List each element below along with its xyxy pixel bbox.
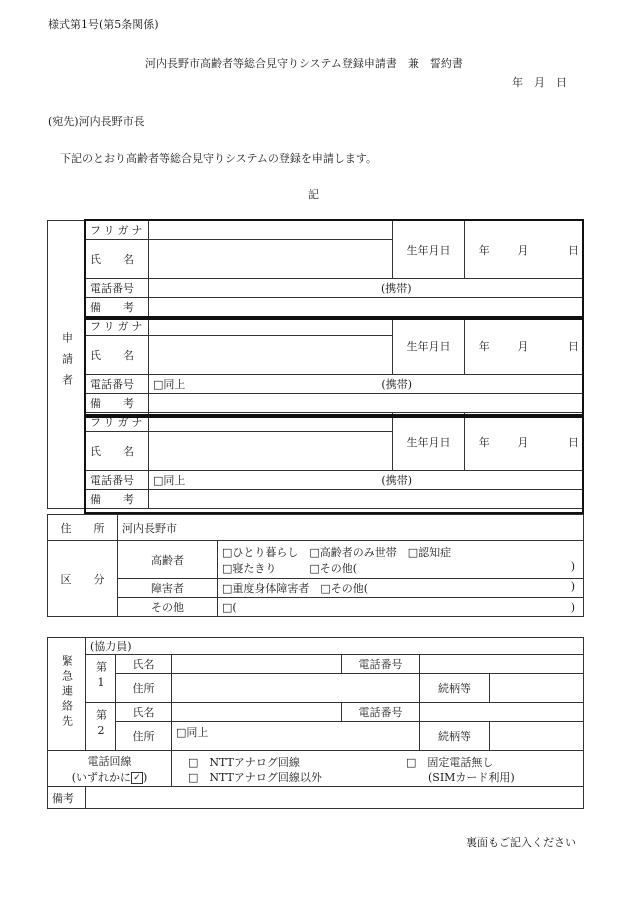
phone-field-3[interactable]: □同上 (携帯): [149, 471, 584, 490]
contact-2-label: 第2: [86, 703, 116, 751]
name-label: 氏 名: [86, 336, 149, 375]
phone-field-2[interactable]: □同上 (携帯): [149, 375, 584, 394]
birth-month-2[interactable]: 月: [504, 317, 543, 375]
remarks-label: 備 考: [86, 394, 149, 413]
contact-name-label: 氏名: [116, 655, 172, 674]
birth-year-2[interactable]: 年: [465, 317, 504, 375]
furigana-field-3[interactable]: [149, 413, 393, 432]
contact-2-phone[interactable]: [420, 703, 584, 722]
phone-label: 電話番号: [86, 375, 149, 394]
remarks-field-1[interactable]: [149, 298, 584, 317]
contact-1-relation[interactable]: [490, 674, 584, 703]
contact-1-name[interactable]: [172, 655, 342, 674]
other-label: その他: [118, 598, 218, 617]
birth-month-1[interactable]: 月: [504, 221, 543, 279]
elderly-label: 高齢者: [118, 541, 218, 579]
contact-2-relation[interactable]: [490, 722, 584, 751]
furigana-field-1[interactable]: [149, 221, 393, 240]
furigana-label: フリガナ: [86, 413, 149, 432]
furigana-label: フリガナ: [86, 317, 149, 336]
name-label: 氏 名: [86, 240, 149, 279]
contact-2-address[interactable]: □同上: [172, 722, 420, 751]
contact-relation-label: 続柄等: [420, 722, 490, 751]
disabled-label: 障害者: [118, 579, 218, 598]
option-no-landline[interactable]: □ 固定電話無し: [406, 755, 494, 769]
other-option[interactable]: □( ): [218, 598, 584, 617]
birth-day-2[interactable]: 日: [543, 317, 584, 375]
remarks-field-3[interactable]: [149, 490, 584, 509]
form-number: 様式第1号(第5条関係): [48, 18, 159, 31]
elderly-options[interactable]: □ひとり暮らし □高齢者のみ世帯 □認知症 □寝たきり □その他( ): [218, 541, 584, 579]
cooperator-label: (協力員): [86, 638, 584, 655]
remarks-label: 備 考: [86, 490, 149, 509]
ki-mark: 記: [308, 188, 319, 201]
contact-address-label: 住所: [116, 674, 172, 703]
address-field[interactable]: 河内長野市: [118, 515, 584, 541]
contact-phone-label: 電話番号: [342, 703, 420, 722]
phone-label: 電話番号: [86, 471, 149, 490]
birthdate-label: 生年月日: [393, 221, 465, 279]
phone-label: 電話番号: [86, 279, 149, 298]
contact-phone-label: 電話番号: [342, 655, 420, 674]
emergency-table: [47, 637, 584, 809]
birth-year-1[interactable]: 年: [465, 221, 504, 279]
check-mark-icon: ✓: [131, 772, 143, 784]
category-label: 区 分: [48, 541, 118, 617]
birth-day-3[interactable]: 日: [543, 413, 584, 471]
contact-1-phone[interactable]: [420, 655, 584, 674]
footer-note: 裏面もご記入ください: [466, 836, 576, 849]
contact-2-name[interactable]: [172, 703, 342, 722]
name-field-2[interactable]: [149, 336, 393, 375]
address-category-table: [47, 514, 584, 617]
remarks-label: 備 考: [86, 298, 149, 317]
name-field-1[interactable]: [149, 240, 393, 279]
contact-1-label: 第1: [86, 655, 116, 703]
option-ntt-analog[interactable]: □ NTTアナログ回線: [188, 755, 300, 769]
emergency-remarks-field[interactable]: [86, 787, 584, 809]
birth-year-3[interactable]: 年: [465, 413, 504, 471]
birth-day-1[interactable]: 日: [543, 221, 584, 279]
furigana-label: フリガナ: [86, 221, 149, 240]
birth-month-3[interactable]: 月: [504, 413, 543, 471]
name-label: 氏 名: [86, 432, 149, 471]
intro-text: 下記のとおり高齢者等総合見守りシステムの登録を申請します。: [60, 152, 378, 165]
remarks-label: 備考: [48, 787, 86, 809]
date-line: 年 月 日: [512, 76, 567, 89]
name-field-3[interactable]: [149, 432, 393, 471]
contact-relation-label: 続柄等: [420, 674, 490, 703]
furigana-field-2[interactable]: [149, 317, 393, 336]
form-title: 河内長野市高齢者等総合見守りシステム登録申請書 兼 誓約書: [145, 57, 463, 70]
remarks-field-2[interactable]: [149, 394, 584, 413]
address-label: 住 所: [48, 515, 118, 541]
sim-note: (SIMカード利用): [428, 770, 515, 784]
contact-name-label: 氏名: [116, 703, 172, 722]
applicant-section-label: 申請者: [48, 221, 86, 509]
phone-line-options[interactable]: [172, 751, 584, 787]
addressee: (宛先)河内長野市長: [48, 115, 145, 128]
emergency-section-label: 緊急連絡先: [48, 638, 86, 751]
contact-address-label: 住所: [116, 722, 172, 751]
birthdate-label: 生年月日: [393, 413, 465, 471]
contact-1-address[interactable]: [172, 674, 420, 703]
applicant-table: [47, 220, 584, 509]
phone-field-1[interactable]: (携帯): [149, 279, 584, 298]
phone-line-label: 電話回線 (いずれかに ✓ ): [48, 751, 172, 787]
disabled-options[interactable]: □重度身体障害者 □その他( ): [218, 579, 584, 598]
birthdate-label: 生年月日: [393, 317, 465, 375]
option-non-ntt[interactable]: □ NTTアナログ回線以外: [188, 770, 322, 784]
